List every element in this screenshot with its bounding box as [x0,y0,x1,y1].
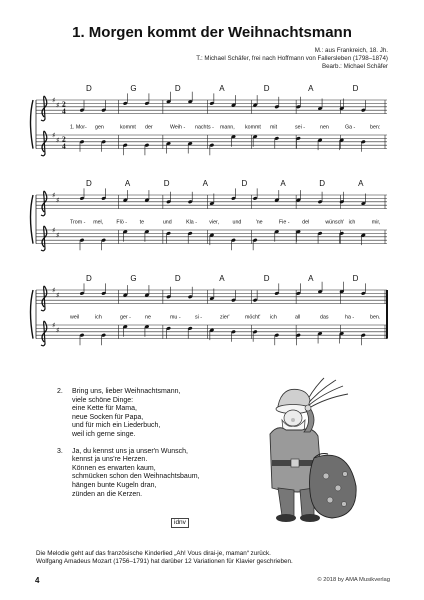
lyric-syllable: kommt [245,124,261,131]
chord-symbol: D [174,84,181,93]
lyric-syllable: ha - [345,314,355,321]
sharp-icon: ♯ [52,191,56,200]
lyric-syllable: Trom - [70,219,86,226]
sharp-icon: ♯ [52,96,56,105]
lyric-syllable: mit [270,124,278,131]
lyric-syllable: wünsch' [325,219,345,226]
chord-symbol: D [163,179,170,188]
sharp-icon: ♯ [52,286,56,295]
verse-line: schmücken schon den Weihnachtsbaum, [72,473,200,481]
sharp-icon: ♯ [52,226,56,235]
lyric-syllable: si - [195,314,203,321]
verse-line: Können es erwarten kaum, [72,464,156,472]
composer-credit: M.: aus Frankreich, 18. Jh. [314,47,388,54]
chord-symbol: D [86,84,92,93]
lyric-syllable: das [320,314,329,321]
lyric-syllable: mann, [220,124,235,131]
sharp-icon: ♯ [56,136,60,145]
system-brace [31,195,34,244]
chord-symbol: D [263,274,270,283]
sharp-icon: ♯ [52,131,56,140]
lyric-syllable: Fie - [278,219,290,226]
lyric-syllable: 1. Mor- [70,124,87,131]
verse-line: Bring uns, lieber Weihnachtsmann, [72,388,181,395]
verse-3 [57,448,257,500]
chord-symbol: A [219,84,225,93]
idnv-logo: idnv [171,518,189,528]
verse-2 [57,388,257,440]
lyric-syllable: ben. [370,314,381,321]
lyric-syllable: Flö - [116,219,128,226]
sharp-icon: ♯ [56,291,60,300]
song-title: 1. Morgen kommt der Weihnachtsmann [72,24,352,41]
verse-line: eine Kette für Mama, [72,405,137,413]
chord-symbol: D [352,274,359,283]
chord-symbol: A [308,84,314,93]
footnote [36,550,293,567]
lyric-syllable: ben: [370,124,381,131]
lyric-syllable: weil [70,314,80,321]
chord-symbol: G [130,84,137,93]
lyric-syllable: und [162,219,172,226]
verse-number: 2. [57,388,63,395]
lyric-syllable: Weih - [170,124,186,131]
verse-line: kennst ja uns're Herzen. [72,456,148,464]
copyright: © 2018 by AMA Musikverlag [317,577,390,583]
system-brace [31,290,34,339]
lyric-syllable: gen [95,124,104,131]
verse-line: neue Socken für Papa, [72,413,144,421]
lyric-syllable: Ga - [345,124,356,131]
santa-claus-illustration [248,376,363,526]
time-signature-bottom: 4 [62,106,66,116]
lyric-syllable: mu - [170,314,181,321]
lyricist-credit: T.: Michael Schäfer, frei nach Hoffmann von Fallersleben (1798–1874) [196,55,388,63]
sharp-icon: ♯ [52,321,56,330]
verse-line: hängen bunte Kugeln dran, [72,481,157,489]
chord-symbol: D [86,179,92,188]
chord-symbol: A [358,179,364,188]
time-signature-top: 2 [62,99,66,109]
time-signature-top: 2 [62,134,66,144]
lyric-syllable: ich [95,314,102,321]
lyric-syllable: zier' [220,314,230,321]
page-number: 4 [35,576,40,585]
lyric-syllable: nachts - [195,124,214,131]
chord-symbol: D [241,179,248,188]
lyric-syllable: und [232,219,242,226]
lyric-syllable: mir, [371,219,381,226]
lyric-syllable: all [295,314,301,321]
sharp-icon: ♯ [56,196,60,205]
lyric-syllable: sei - [295,124,306,131]
lyric-syllable: möcht' [245,314,261,321]
chord-symbol: D [319,179,326,188]
chord-symbol: A [202,179,208,188]
lyric-syllable: kommt [120,124,136,131]
chord-symbol: A [280,179,286,188]
system-brace [31,100,34,149]
verse-line: weil ich gerne singe. [72,430,136,438]
lyric-syllable: ich [270,314,277,321]
lyric-syllable: del [302,219,310,226]
time-signature-bottom: 4 [62,141,66,151]
lyric-syllable: 'ne [255,219,263,226]
lyric-syllable: vier, [209,219,220,226]
sharp-icon: ♯ [56,101,60,110]
sharp-icon: ♯ [56,231,60,240]
arranger-credit: Bearb.: Michael Schäfer [321,63,388,71]
chord-symbol: G [130,274,137,283]
chord-symbol: D [86,274,92,283]
verse-number: 3. [57,447,63,455]
chord-symbol: D [352,84,359,93]
verse-line: und für mich ein Liederbuch, [72,422,161,430]
verse-line: zünden an die Kerzen. [72,490,143,498]
lyric-syllable: nen [320,124,329,131]
lyric-syllable: te [139,219,145,226]
lyric-syllable: ger - [120,314,131,321]
chord-symbol: A [219,274,225,283]
chord-symbol: A [308,274,314,283]
chord-symbol: D [263,84,270,93]
verse-line: viele schöne Dinge: [72,396,134,404]
verses [57,388,257,507]
verse-line: Ja, du kennst uns ja unser'n Wunsch, [72,447,188,455]
lyric-syllable: Kla - [186,219,197,226]
lyric-syllable: der [145,124,153,131]
chord-symbol: A [124,179,131,188]
footnote-line: Die Melodie geht auf das französische Kinderlied „Ah! Vous dirai-je, maman“ zurück. [36,550,271,557]
lyric-syllable: ich [348,219,356,226]
lyric-syllable: mel, [93,219,104,226]
chord-symbol: D [174,274,181,283]
footnote-line: Wolfgang Amadeus Mozart (1756–1791) hat darüber 12 Variationen für Klavier geschrieben. [36,558,293,566]
sharp-icon: ♯ [56,326,60,335]
lyric-syllable: ne [145,314,151,321]
